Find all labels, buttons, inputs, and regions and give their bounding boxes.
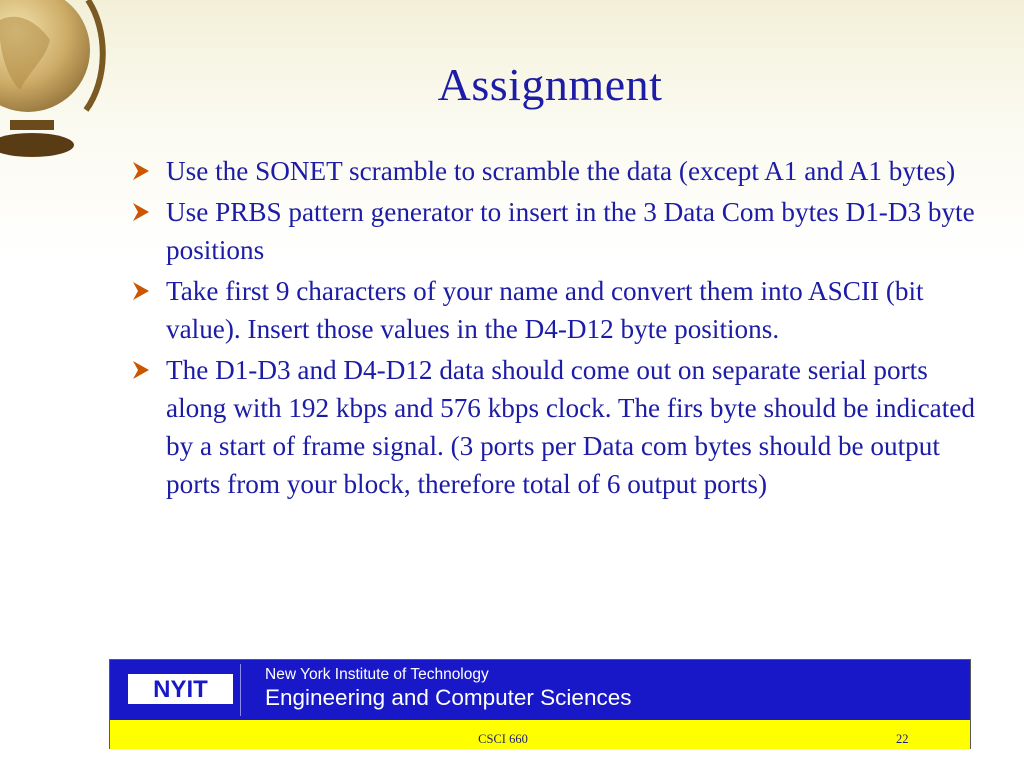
course-code: CSCI 660 [478,732,528,746]
footer-banner [110,660,970,720]
bullet-text: Take first 9 characters of your name and convert them into ASCII (bit value). Insert those values in the D4-D12 byte positions. [166,276,924,344]
arrow-bullet-icon [130,280,152,302]
bullet-item [130,193,975,269]
nyit-logo [128,674,233,704]
bullet-item [130,152,975,190]
slide-title: Assignment [437,59,663,110]
footer-strip [110,720,970,749]
bullet-item [130,351,975,503]
slide-footer [109,659,971,749]
bullet-list [130,152,975,506]
bullet-text: Use the SONET scramble to scramble the data (except A1 and A1 bytes) [166,156,956,186]
arrow-bullet-icon [130,201,152,223]
bullet-item [130,272,975,348]
arrow-bullet-icon [130,160,152,182]
footer-divider [240,664,241,716]
institution-name: New York Institute of Technology [265,666,489,683]
department-name: Engineering and Computer Sciences [265,685,632,710]
arrow-bullet-icon [130,359,152,381]
page-number: 22 [896,732,909,746]
svg-text:NYIT: NYIT [153,676,208,703]
bullet-text: Use PRBS pattern generator to insert in the 3 Data Com bytes D1-D3 byte positions [166,197,975,265]
bullet-text: The D1-D3 and D4-D12 data should come out on separate serial ports along with 192 kbps and 576 kbps clock. The firs byte should be indicated by a start of frame signal. (3 ports per Data com bytes should be output ports from your block, therefore total of 6 output ports) [166,355,975,499]
